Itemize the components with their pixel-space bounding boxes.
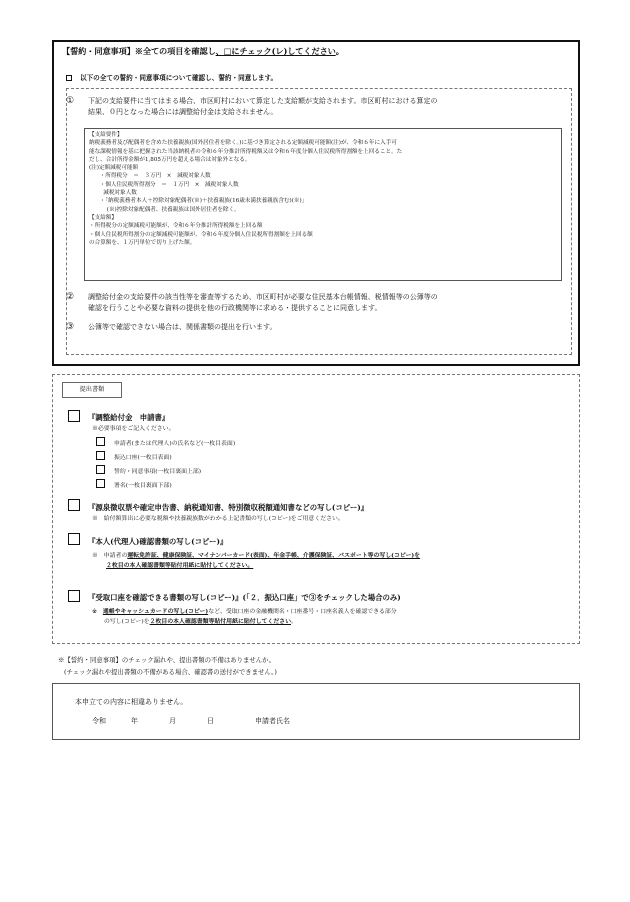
era-label: 令和 [92,717,106,725]
consent-all-checkbox[interactable] [66,75,72,81]
signature-box [52,683,580,740]
bank-docs-note2-instruction: ２枚目の本人確認書類等貼付用紙に貼付してください [149,618,291,625]
consent-item-number: ② [66,292,75,302]
bank-docs-note-prefix: ※ [92,609,103,615]
bank-docs-title: 『受取口座を確認できる書類の写し(コピー)』(「２．振込口座」で③をチェックした場合のみ) [88,593,401,602]
consent-header-lead: 【誓約・同意事項】※全ての項目を確認し [62,46,216,56]
applicant-name-label: 申請者氏名 [255,717,290,725]
application-checkbox[interactable] [68,410,80,422]
id-docs-checkbox[interactable] [68,533,80,545]
day-label: 日 [207,717,214,725]
consent-item-text-line: 下記の支給要件に当てはまる場合、市区町村において算定した支給額が支給されます。市区町村における算定の [88,97,438,105]
footer-reminder-line1: ※【誓約・同意事項】のチェック漏れや、提出書類の不備はありませんか。 [58,656,275,664]
documents-label: 提出書類 [62,382,122,398]
id-docs-note-line2 [106,561,253,571]
requirements-line: ・「納税義務者本人＋控除対象配偶者(※)＋扶養親族(16歳未満扶養親族含む)(※)」 [89,198,308,205]
footer-reminder [58,654,277,678]
bank-docs-note-examples: 通帳やキャッシュカードの写し(コピー) [102,608,209,615]
month-label: 月 [169,717,176,725]
consent-item-number: ③ [66,322,75,332]
subitem-label-applicant: 申請者(または代理人)の氏名など(一枚目表面) [114,441,236,447]
tax-docs-title: 『源泉徴収票や確定申告書、納税通知書、特別徴収税額通知書などの写し(コピー)』 [88,503,369,512]
year-label: 年 [131,717,138,725]
bank-docs-note-line1 [92,607,397,617]
application-note: ※必要事項をご記入ください。 [92,426,175,432]
subitem-checkbox-consent[interactable] [96,465,105,474]
requirements-line: の合算額を、１万円単位で切り上げた額。 [89,239,196,246]
consent-item-text-line: 調整給付金の支給要件の該当性等を審査等するため、市区町村が必要な住民基本台帳情報、税情報等の公簿等の [88,293,438,301]
subitem-checkbox-signature[interactable] [96,479,105,488]
tax-docs-note: ※ 給付額算出に必要な税額や扶養親族数がわかる上記書類の写し(コピー)をご用意ください。 [92,516,344,522]
bank-docs-note2-prefix: の写し(コピー)を [104,619,150,625]
subitem-label-bank: 振込口座(一枚目表面) [114,455,172,461]
bank-docs-note-rest: など、受取口座の金融機関名・口座番号・口座名義人を確認できる部分 [208,609,397,615]
id-docs-note-line1 [92,551,420,561]
consent-item-text-line: 確認を行うことや必要な資料の提供を他の行政機関等に求める・提供することに同意します。 [88,304,382,312]
application-title: 『調整給付金 申請書』 [88,413,170,422]
declaration-statement: 本申立ての内容に相違ありません。 [75,698,188,706]
bank-docs-note-line2 [104,617,297,627]
id-docs-title: 『本人(代理人)確認書類の写し(コピー)』 [88,537,228,546]
id-docs-note-list: 運転免許証、健康保険証、マイナンバーカード(表面)、年金手帳、介護保険証、パスポート等の写し(コピー)を [127,552,421,559]
requirements-line: (※)控除対象配偶者、扶養親族は国外居住者を除く。 [89,206,240,213]
requirements-line: 【支給要件】 [89,132,123,138]
id-docs-note-instruction: ２枚目の本人確認書類等貼付用紙に貼付してください。 [106,562,254,569]
subitem-label-signature: 署名(一枚目裏面下部) [114,483,172,489]
requirements-line: 納税義務者及び配偶者を含めた扶養親族(国外居住者を除く。)に基づき算定される定額減税可能額(注)が、令和６年に入手可 [89,140,397,147]
consent-item-text-line: 公簿等で確認できない場合は、関係書類の提出を行います。 [88,323,277,331]
requirements-text [89,131,559,247]
requirements-line: (注)定額減税可能額 [89,165,139,172]
consent-item-text-line: 結果、０円となった場合には調整給付金は支給されません。 [88,108,278,116]
tax-docs-checkbox[interactable] [68,499,80,511]
requirements-line: ・所得税分 ＝ ３万円 × 減税対象人数 [89,173,211,180]
consent-header [62,46,344,57]
bank-docs-note2-end: 。 [290,619,297,625]
requirements-line: ・個人住民税所得割分の定額減税可能額が、令和６年度分個人住民税所得割額を上回る額 [89,231,313,238]
subitem-checkbox-applicant[interactable] [96,437,105,446]
requirements-line: 【支給額】 [89,214,117,221]
requirements-line: だし、合計所得金額が1,805万円を超える場合は対象外となる。 [89,156,251,163]
requirements-line: 減税対象人数 [89,190,137,197]
consent-header-end: 。 [335,46,344,56]
requirements-line: ・所得税分の定額減税可能額が、令和６年分推計所得税額を上回る額 [89,223,263,230]
requirements-line: ・個人住民税所得割分 ＝ １万円 × 減税対象人数 [89,181,239,188]
bank-docs-checkbox[interactable] [68,590,80,602]
id-docs-note-prefix: ※ 申請者の [92,553,128,559]
subitem-checkbox-bank[interactable] [96,451,105,460]
requirements-line: 能な課税情報を基に把握された当該納税者の令和６年分推計所得税額又は令和６年度分個人住民税所得割額を上回ること。た [89,148,403,155]
consent-item-number: ① [66,96,75,106]
consent-header-instruction: 、□にチェック(レ)してください [215,46,336,56]
footer-reminder-line2: (チェック漏れや提出書類の不備がある場合、確認書の送付ができません。) [64,668,277,676]
consent-all-row [66,72,277,82]
consent-all-label: 以下の全ての誓約・同意事項について確認し、誓約・同意します。 [80,74,278,82]
subitem-label-consent: 誓約・同意事項(一枚目裏面上部) [114,469,202,475]
